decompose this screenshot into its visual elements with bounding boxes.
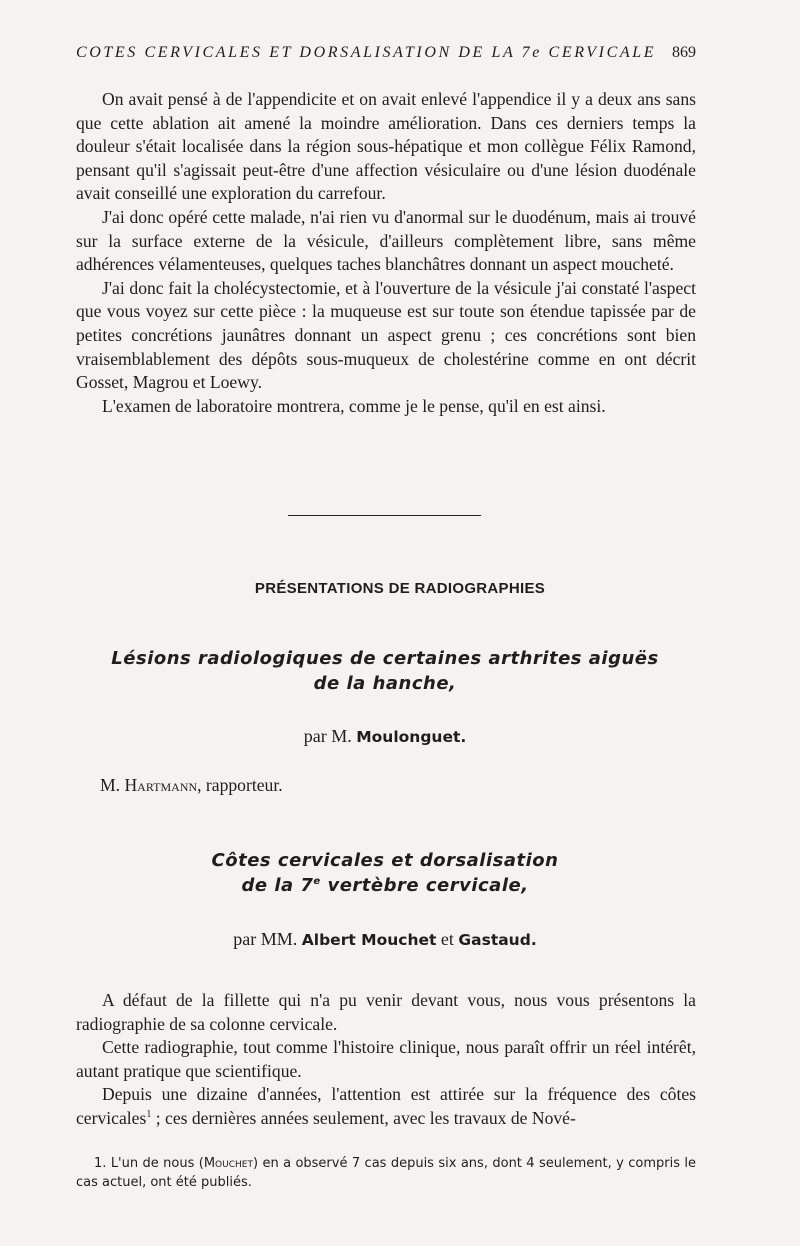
paragraph-part: ; ces dernières années seulement, avec les travaux de Nové- [151, 1107, 576, 1128]
page-number: 869 [672, 44, 696, 61]
title-part: de la 7 [241, 875, 314, 896]
article-title-line: Lésions radiologiques de certaines arthrites aiguës [111, 648, 659, 669]
paragraph: J'ai donc opéré cette malade, n'ai rien vu d'anormal sur le duodénum, mais ai trouvé sur la surface externe de la vésicule, d'ailleurs complètement libre, sans même adhérences vélamenteuses, quelques taches blanchâtres donnant un aspect moucheté. [76, 206, 696, 275]
article-title-line: de la hanche, [313, 673, 457, 694]
body-text-top [76, 88, 696, 418]
title-superscript: e [313, 876, 321, 887]
byline-prefix: par MM. [233, 929, 298, 949]
paragraph: A défaut de la fillette qui n'a pu venir devant vous, nous vous présentons la radiographie de sa colonne cervicale. [76, 990, 696, 1034]
byline-prefix: par M. [303, 726, 352, 746]
rapporteur-prefix: M. [100, 775, 121, 795]
section-divider [288, 515, 481, 516]
author-name: Albert Mouchet [301, 931, 437, 949]
article-title-line: Côtes cervicales et dorsalisation [211, 850, 559, 871]
paragraph [76, 1083, 696, 1130]
author-name: Gastaud. [458, 931, 537, 949]
footnote-part: ) en a observé 7 cas depuis six ans, dont 4 seulement, y compris le cas actuel, ont été publiés. [76, 1156, 696, 1190]
body-text-article [76, 989, 696, 1131]
article-title-line [0, 873, 770, 898]
paragraph: L'examen de laboratoire montrera, comme je le pense, qu'il en est ainsi. [102, 395, 606, 416]
author-name: Moulonguet. [356, 728, 467, 746]
footnote-marker: 1. [94, 1156, 107, 1171]
paragraph-part: Depuis une dizaine d'années, l'attention est attirée sur la fréquence des côtes cervicales [76, 1084, 696, 1128]
rapporteur-name: Hartmann [124, 775, 198, 795]
footnote-name: Mouchet [203, 1156, 253, 1171]
title-part: vertèbre cervicale, [320, 875, 529, 896]
article-title [0, 848, 770, 898]
article-byline [0, 929, 770, 950]
footnote-part: L'un de nous ( [110, 1156, 204, 1171]
running-head [76, 44, 696, 62]
running-head-title: COTES CERVICALES ET DORSALISATION DE LA 7e CERVICALE [76, 44, 657, 61]
byline-and: et [440, 929, 454, 949]
paragraph: Cette radiographie, tout comme l'histoire clinique, nous paraît offrir un réel intérêt, autant pratique que scientifique. [76, 1037, 696, 1081]
paragraph: On avait pensé à de l'appendicite et on avait enlevé l'appendice il y a deux ans sans que cette ablation ait amené la moindre amélioration. Dans ces derniers temps la douleur s'était localisée dans la région sous-hépatique et mon collègue Félix Ramond, pensant qu'il s'agissait peut-être d'une affection vésiculaire ou d'une lésion duodénale avait conseillé une exploration du carrefour. [76, 89, 696, 204]
footnote [76, 1154, 696, 1192]
section-heading: PRÉSENTATIONS DE RADIOGRAPHIES [254, 580, 546, 597]
paragraph: J'ai donc fait la cholécystectomie, et à l'ouverture de la vésicule j'ai constaté l'aspect que vous voyez sur cette pièce : la muqueuse est sur toute son étendue tapissée par de petites concrétions jaunâtres donnant un aspect grenu ; ces concrétions sont bien vraisemblablement des dépôts sous-muqueux de cholestérine comme en ont décrit Gosset, Magrou et Loewy. [76, 277, 696, 393]
footnote-text [76, 1154, 696, 1192]
article-title [0, 646, 770, 696]
article-byline [0, 726, 770, 747]
rapporteur-line [100, 775, 283, 796]
rapporteur-suffix: , rapporteur. [197, 775, 283, 795]
footnote-ref: 1 [146, 1109, 152, 1121]
